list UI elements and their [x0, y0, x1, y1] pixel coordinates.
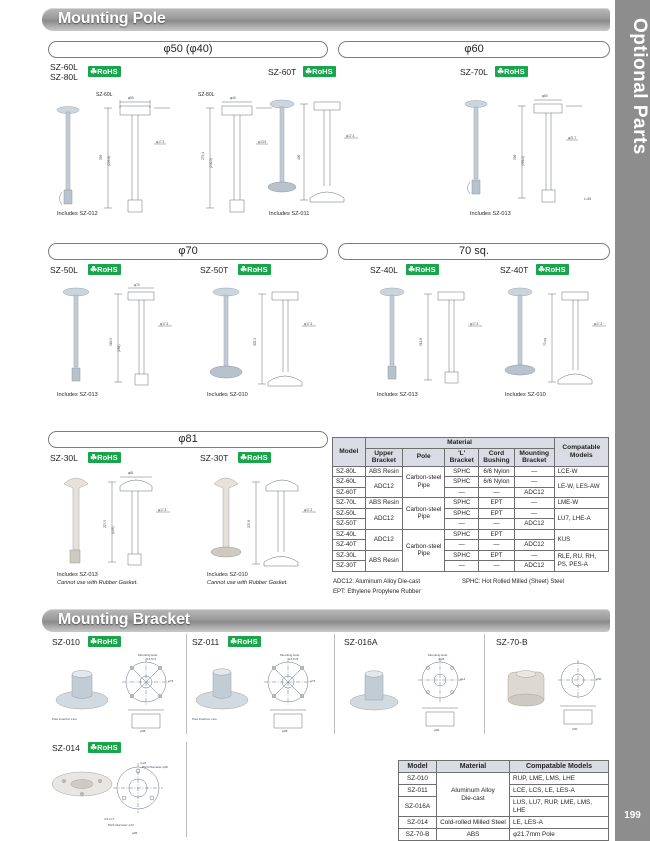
- cell-l-bracket: SPHC: [445, 529, 479, 540]
- cell-pole: Carbon-steel Pipe: [403, 529, 445, 571]
- divider-3: [484, 634, 485, 734]
- svg-text:φ17.3: φ17.3: [304, 508, 313, 512]
- rohs-leaf-icon: ☘: [240, 265, 248, 274]
- cell-compatable: LE-W, LES-AW: [554, 477, 608, 498]
- svg-text:339: 339: [99, 154, 103, 160]
- rohs-leaf-icon: ☘: [90, 67, 98, 76]
- svg-text:φ40: φ40: [230, 96, 236, 100]
- rohs-text: RoHS: [97, 453, 118, 462]
- cell-model: SZ-70-B: [399, 829, 437, 841]
- model-label-sz-60t: SZ-60T: [268, 67, 297, 77]
- drawing-sz-70-b: [492, 652, 612, 734]
- cell-upper-bracket: ADC12: [365, 477, 403, 498]
- rohs-badge-sz-60l-80l: [88, 66, 121, 77]
- rohs-badge-sz-014: [88, 742, 121, 753]
- caption-sz-60t: Includes SZ-011: [269, 211, 310, 217]
- drawing-sz-30t: [196, 468, 328, 573]
- svg-text:φ60: φ60: [434, 728, 440, 732]
- bracket-table: [398, 760, 609, 841]
- rohs-badge-sz-30t: [238, 452, 271, 463]
- cell-mounting-bracket: —: [514, 508, 554, 519]
- group-header-phi50: [48, 41, 328, 58]
- table-header-row: [399, 761, 609, 773]
- svg-text:φ17.3: φ17.3: [470, 322, 479, 326]
- table-row: [399, 773, 609, 785]
- svg-text:φ50: φ50: [596, 677, 602, 681]
- rohs-leaf-icon: ☘: [408, 265, 416, 274]
- table-row: [399, 829, 609, 841]
- cell-l-bracket: SPHC: [445, 498, 479, 509]
- svg-text:φ17.3: φ17.3: [594, 322, 603, 326]
- group-header-phi60: [338, 41, 610, 58]
- drawing-sz-016a: [340, 652, 480, 734]
- svg-text:φ17.3: φ17.3: [158, 508, 167, 512]
- cell-l-bracket: SPHC: [445, 466, 479, 477]
- svg-text:Pitch Diameter φ40: Pitch Diameter φ40: [142, 765, 168, 769]
- rohs-text: RoHS: [97, 743, 118, 752]
- cell-compatable: LME-W: [554, 498, 608, 509]
- caption-sz-50l: Includes SZ-013: [57, 392, 98, 398]
- drawing-sz-010: [48, 652, 183, 734]
- svg-text:Mounting Hole: Mounting Hole: [138, 653, 158, 657]
- svg-text:φ17.3: φ17.3: [156, 140, 165, 144]
- caption-sz-70l: Includes SZ-013: [470, 211, 511, 217]
- svg-text:φ17.3: φ17.3: [160, 322, 169, 326]
- svg-text:φ98: φ98: [282, 729, 288, 733]
- cell-compatable: LUS, LU7, RUP, LME, LMS, LHE: [510, 797, 609, 817]
- header-pole: Pole: [403, 448, 445, 466]
- svg-text:70 sq.: 70 sq.: [543, 337, 547, 346]
- side-tab: [615, 0, 650, 841]
- table-row: [333, 550, 609, 561]
- cell-l-bracket: SPHC: [445, 477, 479, 488]
- caption-sz-40t: Includes SZ-010: [505, 392, 546, 398]
- cell-compatable: LE, LES-A: [510, 817, 609, 829]
- group-label: φ50 (φ40): [163, 43, 213, 55]
- model-label-sz-010: SZ-010: [52, 637, 80, 647]
- cell-mounting-bracket: ADC12: [514, 540, 554, 551]
- cell-mounting-bracket: —: [514, 550, 554, 561]
- rohs-badge-sz-60t: [303, 66, 336, 77]
- rohs-leaf-icon: ☘: [90, 743, 98, 752]
- table-row: [333, 508, 609, 519]
- header-compatable-models: Compatable Models: [510, 761, 609, 773]
- group-label: φ60: [464, 43, 484, 55]
- table-note-adc12: ADC12: Aluminum Alloy Die-cast: [333, 579, 421, 585]
- model-label-sz-016a: SZ-016A: [344, 637, 378, 647]
- svg-text:φ73: φ73: [310, 679, 316, 683]
- page-number: 199: [624, 810, 641, 821]
- rohs-badge-sz-30l: [88, 452, 121, 463]
- cell-material: Aluminum Alloy Die-cast: [437, 773, 510, 817]
- group-label: φ70: [178, 245, 198, 257]
- svg-text:φ14: φ14: [460, 677, 466, 681]
- note-sz-30t: Cannot use with Rubber Gasket.: [207, 580, 288, 586]
- rohs-leaf-icon: ☘: [230, 637, 238, 646]
- cell-material: Cold-rolled Milled Steel: [437, 817, 510, 829]
- cell-model: SZ-014: [399, 817, 437, 829]
- rohs-leaf-icon: ☘: [240, 453, 248, 462]
- rohs-text: RoHS: [97, 637, 118, 646]
- note-sz-30l: Cannot use with Rubber Gasket.: [57, 580, 138, 586]
- cell-compatable: LCE-W: [554, 466, 608, 477]
- svg-text:Pole Insertion Line: Pole Insertion Line: [52, 717, 77, 721]
- drawing-sz-40l: [366, 282, 494, 392]
- cell-model: SZ-50T: [333, 519, 366, 530]
- rohs-leaf-icon: ☘: [90, 637, 98, 646]
- svg-text:φ50: φ50: [572, 727, 578, 731]
- group-header-sq70: [338, 243, 610, 260]
- rohs-badge-sz-50t: [238, 264, 271, 275]
- cell-compatable: LCE, LCS, LE, LES-A: [510, 785, 609, 797]
- drawing-sz-014: [48, 758, 183, 838]
- rohs-badge-sz-50l: [88, 264, 121, 275]
- rohs-badge-sz-70l: [495, 66, 528, 77]
- rohs-badge-sz-40t: [536, 264, 569, 275]
- section-header-mounting-bracket: [42, 609, 610, 632]
- caption-sz-40l: Includes SZ-013: [377, 392, 418, 398]
- cell-cord-bushing: EPT: [479, 529, 515, 540]
- rohs-leaf-icon: ☘: [90, 453, 98, 462]
- cell-upper-bracket: ABS Resin: [365, 466, 403, 477]
- model-label-sz-70-b: SZ-70-B: [496, 637, 528, 647]
- drawing-sz-011: [188, 652, 328, 734]
- cell-compatable: RUP, LME, LMS, LHE: [510, 773, 609, 785]
- header-compatable-models: Compatable Models: [554, 438, 608, 467]
- cell-compatable: φ21.7mm Pole: [510, 829, 609, 841]
- cell-model: SZ-011: [399, 785, 437, 797]
- rohs-badge-sz-011: [228, 636, 261, 647]
- cell-model: SZ-30L: [333, 550, 366, 561]
- cell-model: SZ-016A: [399, 797, 437, 817]
- cell-material: ABS: [437, 829, 510, 841]
- rohs-text: RoHS: [504, 67, 525, 76]
- table-note-sphc: SPHC: Hot Rolled Milled (Sheet) Steel: [462, 579, 565, 585]
- cell-cord-bushing: —: [479, 561, 515, 572]
- svg-text:312.8: 312.8: [419, 338, 423, 346]
- svg-text:4-5.5×7: 4-5.5×7: [146, 657, 157, 661]
- table-note-ept: EPT: Ethylene Propylene Rubber: [333, 589, 421, 595]
- cell-model: SZ-010: [399, 773, 437, 785]
- svg-text:4-4.5×8: 4-4.5×8: [288, 657, 299, 661]
- cell-model: SZ-30T: [333, 561, 366, 572]
- cell-cord-bushing: EPT: [479, 508, 515, 519]
- svg-text:4-φ5: 4-φ5: [438, 657, 445, 661]
- svg-text:φ95: φ95: [132, 831, 138, 835]
- cell-mounting-bracket: —: [514, 477, 554, 488]
- model-label-sz-50l: SZ-50L: [50, 265, 78, 275]
- svg-text:430: 430: [297, 154, 301, 160]
- drawing-sz-70l: [452, 88, 610, 216]
- svg-text:Pitch Diameter φ72: Pitch Diameter φ72: [108, 823, 134, 827]
- rohs-text: RoHS: [415, 265, 436, 274]
- drawing-sz-30l: [46, 468, 196, 573]
- svg-text:SZ-60L: SZ-60L: [96, 92, 113, 98]
- cell-model: SZ-70L: [333, 498, 366, 509]
- svg-text:318.5: 318.5: [109, 338, 113, 346]
- table-row: [333, 529, 609, 540]
- divider-4: [186, 742, 187, 837]
- drawing-sz-40t: [494, 282, 614, 392]
- group-label: φ81: [178, 433, 198, 445]
- model-label-sz-40t: SZ-40T: [500, 265, 529, 275]
- svg-text:φ17.3: φ17.3: [304, 322, 313, 326]
- model-label-sz-40l: SZ-40L: [370, 265, 398, 275]
- header-upper-bracket: Upper Bracket: [365, 448, 403, 466]
- cell-mounting-bracket: ADC12: [514, 561, 554, 572]
- svg-text:279.4: 279.4: [201, 152, 205, 160]
- svg-text:3-φ5: 3-φ5: [140, 761, 147, 765]
- rohs-text: RoHS: [312, 67, 333, 76]
- side-tab-label: Optional Parts: [629, 18, 650, 155]
- cell-mounting-bracket: [514, 529, 554, 540]
- cell-cord-bushing: 6/6 Nylon: [479, 477, 515, 488]
- model-label-sz-014: SZ-014: [52, 743, 80, 753]
- svg-text:Mounting Hole: Mounting Hole: [280, 653, 300, 657]
- cell-l-bracket: SPHC: [445, 508, 479, 519]
- rohs-text: RoHS: [237, 637, 258, 646]
- table-row: [333, 498, 609, 509]
- cell-upper-bracket: ABS Resin: [365, 498, 403, 509]
- header-material-group: Material: [365, 438, 554, 449]
- cell-cord-bushing: —: [479, 540, 515, 551]
- rohs-text: RoHS: [247, 453, 268, 462]
- cell-upper-bracket: ADC12: [365, 508, 403, 529]
- rohs-text: RoHS: [545, 265, 566, 274]
- cell-upper-bracket: ABS Resin: [365, 550, 403, 571]
- cell-mounting-bracket: —: [514, 466, 554, 477]
- rohs-leaf-icon: ☘: [305, 67, 313, 76]
- table-row: [333, 477, 609, 488]
- section-title: Mounting Pole: [58, 10, 166, 27]
- rohs-leaf-icon: ☘: [538, 265, 546, 274]
- caption-sz-60l: Includes SZ-012: [57, 211, 98, 217]
- svg-text:φ73: φ73: [168, 679, 174, 683]
- header-l-bracket: 'L' Bracket: [445, 448, 479, 466]
- svg-text:φ70: φ70: [134, 283, 140, 287]
- header-model: Model: [399, 761, 437, 773]
- svg-text:227.5: 227.5: [103, 520, 107, 528]
- cell-compatable: LU7, LHE-A: [554, 508, 608, 529]
- header-mounting-bracket: Mounting Bracket: [514, 448, 554, 466]
- cell-cord-bushing: —: [479, 519, 515, 530]
- svg-text:(240.5): (240.5): [209, 157, 213, 168]
- cell-compatable: KUS: [554, 529, 608, 550]
- table-row: [399, 817, 609, 829]
- model-label-sz-30l: SZ-30L: [50, 453, 78, 463]
- cell-mounting-bracket: ADC12: [514, 519, 554, 530]
- cell-model: SZ-80L: [333, 466, 366, 477]
- divider-1: [186, 634, 187, 734]
- svg-text:(356.2): (356.2): [521, 155, 525, 166]
- cell-model: SZ-60L: [333, 477, 366, 488]
- model-label-sz-60l: SZ-60L: [50, 62, 78, 72]
- cell-model: SZ-40T: [333, 540, 366, 551]
- svg-text:φ50: φ50: [128, 96, 134, 100]
- section-title: Mounting Bracket: [58, 611, 190, 628]
- header-material: Material: [437, 761, 510, 773]
- model-label-sz-30t: SZ-30T: [200, 453, 229, 463]
- model-label-sz-50t: SZ-50T: [200, 265, 229, 275]
- drawing-sz-60t: [258, 88, 366, 216]
- svg-text:φ60: φ60: [542, 94, 548, 98]
- cell-mounting-bracket: ADC12: [514, 487, 554, 498]
- svg-text:Pole Insertion Line: Pole Insertion Line: [192, 717, 217, 721]
- cell-l-bracket: —: [445, 561, 479, 572]
- rohs-leaf-icon: ☘: [90, 265, 98, 274]
- group-label: 70 sq.: [459, 245, 489, 257]
- svg-text:SZ-80L: SZ-80L: [198, 92, 215, 98]
- cell-pole: Carbon-steel Pipe: [403, 498, 445, 530]
- group-header-phi81: [48, 431, 328, 448]
- table-row: [333, 466, 609, 477]
- cell-l-bracket: —: [445, 487, 479, 498]
- svg-text:L=45: L=45: [584, 197, 592, 201]
- rohs-badge-sz-010: [88, 636, 121, 647]
- rohs-badge-sz-40l: [406, 264, 439, 275]
- svg-text:φ98: φ98: [140, 729, 146, 733]
- cell-cord-bushing: EPT: [479, 498, 515, 509]
- cell-l-bracket: SPHC: [445, 550, 479, 561]
- rohs-leaf-icon: ☘: [497, 67, 505, 76]
- header-model: Model: [333, 438, 366, 467]
- svg-text:φ21.7: φ21.7: [568, 136, 577, 140]
- svg-text:Mounting Hole: Mounting Hole: [428, 653, 448, 657]
- caption-sz-30t: Includes SZ-010: [207, 572, 248, 578]
- rohs-text: RoHS: [247, 265, 268, 274]
- cell-upper-bracket: ADC12: [365, 529, 403, 550]
- cell-pole: Carbon-steel Pipe: [403, 466, 445, 498]
- material-table: [332, 437, 609, 572]
- cell-compatable: RLE, RU, RH, PS, PES-A: [554, 550, 608, 571]
- cell-l-bracket: —: [445, 540, 479, 551]
- svg-text:φ13.9: φ13.9: [258, 140, 267, 144]
- header-cord-bushing: Cord Bushing: [479, 448, 515, 466]
- group-header-phi70: [48, 243, 328, 260]
- rohs-text: RoHS: [97, 265, 118, 274]
- svg-text:(284): (284): [117, 344, 121, 352]
- svg-text:207.8: 207.8: [247, 520, 251, 528]
- model-label-sz-011: SZ-011: [192, 637, 220, 647]
- drawing-sz-50l: [46, 282, 196, 392]
- rohs-text: RoHS: [97, 67, 118, 76]
- table-header-row: [333, 438, 609, 449]
- drawing-sz-50t: [196, 282, 328, 392]
- model-label-sz-80l: SZ-80L: [50, 72, 78, 82]
- cell-mounting-bracket: —: [514, 498, 554, 509]
- svg-text:303.3: 303.3: [253, 338, 257, 346]
- cell-model: SZ-40L: [333, 529, 366, 540]
- svg-text:φ81: φ81: [128, 471, 134, 475]
- cell-model: SZ-60T: [333, 487, 366, 498]
- cell-model: SZ-50L: [333, 508, 366, 519]
- cell-cord-bushing: —: [479, 487, 515, 498]
- cell-l-bracket: —: [445, 519, 479, 530]
- svg-text:φ17.3: φ17.3: [346, 134, 355, 138]
- cell-cord-bushing: EPT: [479, 550, 515, 561]
- svg-text:396: 396: [513, 154, 517, 160]
- divider-2: [334, 634, 335, 734]
- caption-sz-30l: Includes SZ-013: [57, 572, 98, 578]
- cell-cord-bushing: 6/6 Nylon: [479, 466, 515, 477]
- section-header-mounting-pole: [42, 8, 610, 31]
- svg-text:(193): (193): [111, 526, 115, 534]
- svg-text:(299.8): (299.8): [107, 155, 111, 166]
- model-label-sz-70l: SZ-70L: [460, 67, 488, 77]
- caption-sz-50t: Includes SZ-010: [207, 392, 248, 398]
- svg-text:4-5.2×7: 4-5.2×7: [104, 817, 115, 821]
